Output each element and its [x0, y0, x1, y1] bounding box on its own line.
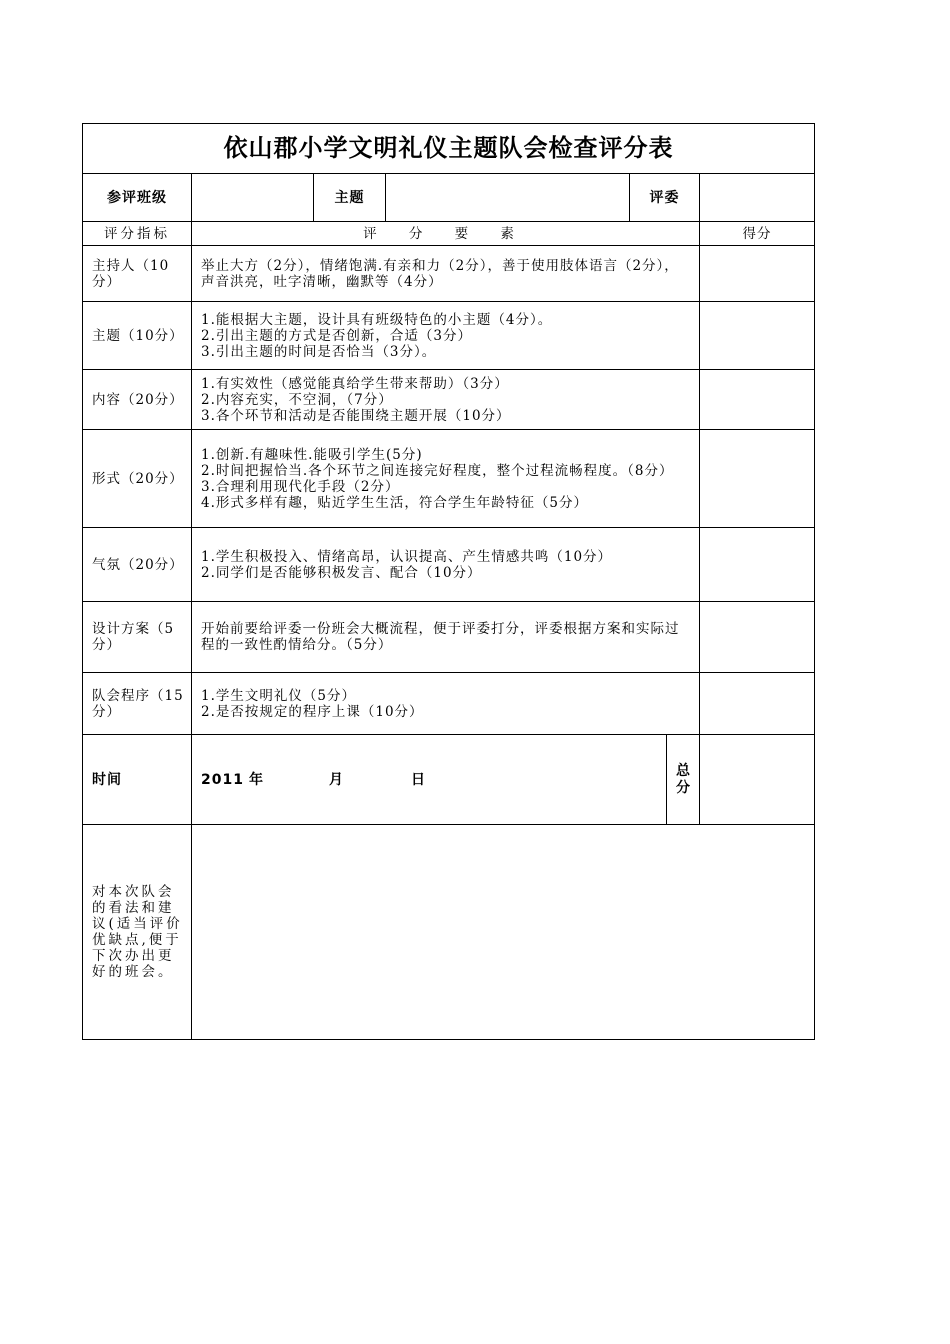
criteria-row-host: [83, 246, 814, 302]
criteria-row-form: [83, 430, 814, 528]
class-field[interactable]: [192, 174, 314, 221]
judge-label: [630, 174, 700, 221]
criteria-score-field[interactable]: [700, 370, 814, 429]
criteria-score-field[interactable]: [700, 673, 814, 734]
criteria-line: 2.引出主题的方式是否创新，合适（3分）: [201, 327, 472, 344]
topic-label-text: 主题: [334, 189, 365, 206]
criteria-row-content: [83, 370, 814, 430]
criteria-score-field[interactable]: [700, 430, 814, 527]
criteria-elements: [192, 602, 700, 672]
criteria-indicator: 主持人（10分）: [83, 246, 192, 301]
criteria-indicator: 设计方案（5分）: [83, 602, 192, 672]
judge-field[interactable]: [700, 174, 814, 221]
date-year-unit: 年: [249, 771, 264, 788]
criteria-indicator: 形式（20分）: [83, 430, 192, 527]
criteria-row-topic: [83, 302, 814, 370]
criteria-elements: [192, 246, 700, 301]
criteria-line: 3.引出主题的时间是否恰当（3分）。: [201, 343, 437, 360]
judge-label-text: 评委: [649, 189, 680, 206]
header-indicator-text: 评分指标: [104, 225, 170, 242]
criteria-elements: [192, 370, 700, 429]
criteria-indicator: 队会程序（15分）: [83, 673, 192, 734]
header-elements: [192, 222, 700, 245]
date-month-unit: 月: [329, 771, 344, 788]
header-score: [700, 222, 814, 245]
date-day-unit: 日: [411, 771, 426, 788]
criteria-line: 举止大方（2分），情绪饱满.有亲和力（2分），善于使用肢体语言（2分），声音洪亮，吐字清晰，幽默等（4分）: [201, 257, 679, 290]
criteria-line: 3.合理利用现代化手段（2分）: [201, 478, 400, 495]
criteria-elements: [192, 302, 700, 369]
criteria-indicator: 主题（10分）: [83, 302, 192, 369]
criteria-line: 2.时间把握恰当.各个环节之间连接完好程度，整个过程流畅程度。（8分）: [201, 462, 674, 479]
date-field[interactable]: [192, 735, 667, 824]
criteria-row-atmosphere: [83, 528, 814, 602]
criteria-line: 4.形式多样有趣，贴近学生生活，符合学生年龄特征（5分）: [201, 494, 588, 511]
date-line: [201, 772, 660, 788]
criteria-line: 2.是否按规定的程序上课（10分）: [201, 703, 424, 720]
total-label: 总分: [676, 762, 691, 796]
date-year: 2011: [201, 771, 244, 788]
total-label-cell: [667, 735, 700, 824]
header-indicator: [83, 222, 192, 245]
class-label: [83, 174, 192, 221]
criteria-row-plan: [83, 602, 814, 673]
criteria-line: 1.学生积极投入、情绪高昂，认识提高、产生情感共鸣（10分）: [201, 548, 613, 565]
criteria-line: 开始前要给评委一份班会大概流程，便于评委打分，评委根据方案和实际过程的一致性酌情给分。（5分）: [201, 621, 680, 653]
criteria-elements: [192, 528, 700, 601]
comments-row: [83, 825, 814, 1039]
criteria-score-field[interactable]: [700, 246, 814, 301]
criteria-line: 1.学生文明礼仪（5分）: [201, 687, 356, 704]
topic-label: [314, 174, 386, 221]
info-row: [83, 174, 814, 222]
criteria-score-field[interactable]: [700, 602, 814, 672]
topic-field[interactable]: [386, 174, 630, 221]
criteria-line: 1.创新.有趣味性.能吸引学生(5分): [201, 446, 423, 463]
criteria-line: 1.有实效性（感觉能真给学生带来帮助）（3分）: [201, 375, 509, 392]
class-label-text: 参评班级: [107, 189, 167, 206]
time-row: [83, 735, 814, 825]
criteria-line: 3.各个环节和活动是否能围绕主题开展（10分）: [201, 407, 511, 424]
title-row: [83, 124, 814, 174]
sheet-title: 依山郡小学文明礼仪主题队会检查评分表: [223, 134, 674, 162]
criteria-indicator: 内容（20分）: [83, 370, 192, 429]
criteria-elements: [192, 673, 700, 734]
scoring-sheet-table: [82, 123, 815, 1040]
criteria-line: 2.内容充实，不空洞，（7分）: [201, 391, 393, 408]
criteria-line: 1.能根据大主题，设计具有班级特色的小主题（4分）。: [201, 311, 553, 328]
header-row: [83, 222, 814, 246]
time-label: 时间: [83, 735, 192, 824]
criteria-row-procedure: [83, 673, 814, 735]
criteria-score-field[interactable]: [700, 528, 814, 601]
comments-label: 对本次队会的看法和建议(适当评价优缺点,便于下次办出更好的班会。: [83, 825, 192, 1039]
comments-field[interactable]: [192, 825, 814, 1039]
criteria-score-field[interactable]: [700, 302, 814, 369]
total-score-field[interactable]: [700, 735, 814, 824]
header-score-text: 得分: [742, 225, 772, 242]
criteria-indicator: 气氛（20分）: [83, 528, 192, 601]
header-elements-text: 评 分 要 素: [363, 225, 528, 242]
criteria-elements: [192, 430, 700, 527]
criteria-line: 2.同学们是否能够积极发言、配合（10分）: [201, 564, 482, 581]
